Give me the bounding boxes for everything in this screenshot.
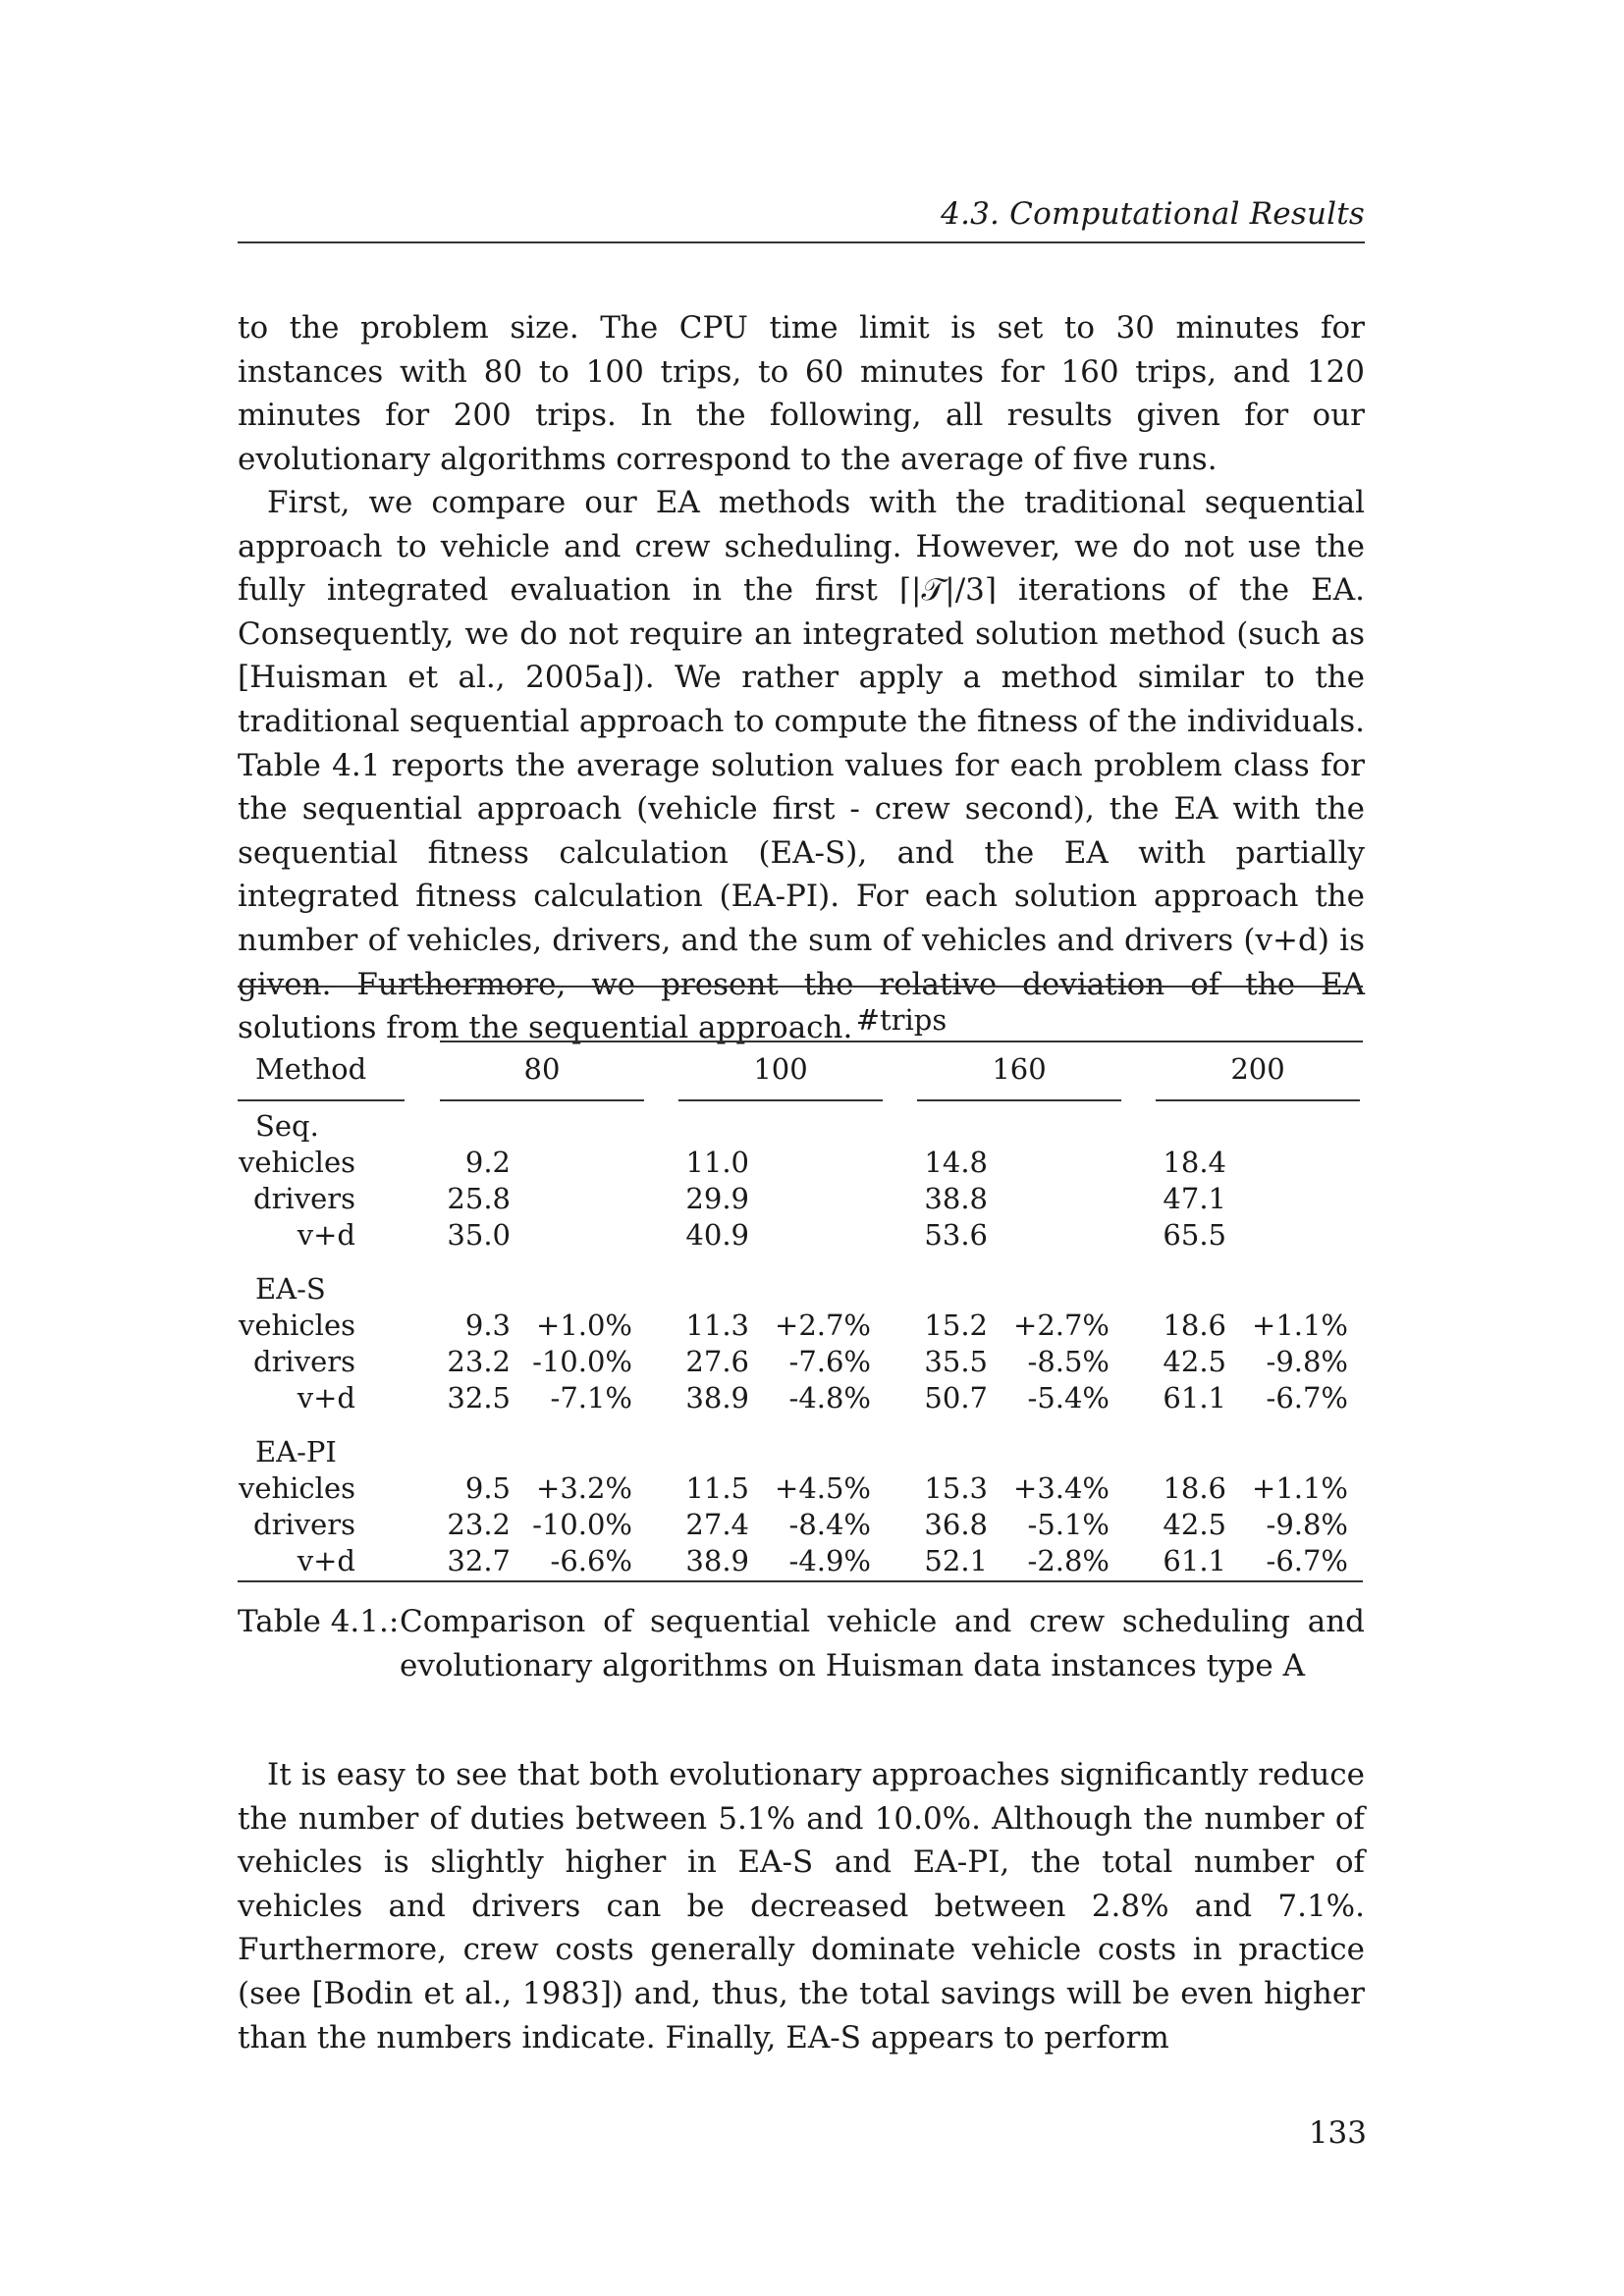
value-cell: 14.8 [924, 1146, 988, 1179]
deviation-cell: +3.4% [1013, 1471, 1110, 1505]
deviation-cell: -6.6% [550, 1544, 632, 1577]
row-label: vehicles [238, 1308, 355, 1342]
value-cell: 23.2 [447, 1345, 511, 1378]
deviation-cell: -8.4% [788, 1508, 871, 1541]
deviation-cell: +3.2% [536, 1471, 632, 1505]
deviation-cell: -5.1% [1027, 1508, 1110, 1541]
table-bottom-rule [238, 1580, 1363, 1582]
deviation-cell: +1.1% [1252, 1471, 1348, 1505]
column-header-160: 160 [992, 1052, 1047, 1086]
column-header-rule [678, 1099, 883, 1101]
group-label: EA-PI [255, 1435, 337, 1468]
row-label: vehicles [238, 1471, 355, 1505]
value-cell: 18.6 [1163, 1308, 1226, 1342]
value-cell: 65.5 [1163, 1218, 1226, 1252]
value-cell: 52.1 [924, 1544, 988, 1577]
method-header: Method [255, 1052, 367, 1086]
deviation-cell: -10.0% [532, 1345, 632, 1378]
value-cell: 38.9 [685, 1381, 749, 1415]
value-cell: 35.5 [924, 1345, 988, 1378]
deviation-cell: -6.7% [1266, 1381, 1348, 1415]
results-table [238, 986, 1363, 1582]
value-cell: 38.8 [924, 1182, 988, 1215]
value-cell: 53.6 [924, 1218, 988, 1252]
row-label: v+d [297, 1544, 355, 1577]
deviation-cell: -4.9% [788, 1544, 871, 1577]
group-label: EA-S [255, 1272, 326, 1306]
value-cell: 27.6 [685, 1345, 749, 1378]
value-cell: 23.2 [447, 1508, 511, 1541]
paragraph-3: It is easy to see that both evolutionary approaches significantly reduce the number of duties between 5.1% and 10.0%. Although the number of vehicles is slightly higher in EA-S and EA-PI, the total number of vehicles and drivers can be decreased between 2.8% and 7.1%. Furthermore, crew costs generally dominate vehicle costs in practice (see [Bodin et al., 1983]) and, thus, the total savings will be even higher than the numbers indicate. Finally, EA-S appears to perform [238, 1757, 1365, 2056]
value-cell: 9.3 [464, 1308, 511, 1342]
column-header-rule [1156, 1099, 1360, 1101]
value-cell: 38.9 [685, 1544, 749, 1577]
value-cell: 32.7 [447, 1544, 511, 1577]
value-cell: 25.8 [447, 1182, 511, 1215]
column-header-200: 200 [1230, 1052, 1285, 1086]
column-header-80: 80 [523, 1052, 561, 1086]
value-cell: 32.5 [447, 1381, 511, 1415]
deviation-cell: -6.7% [1266, 1544, 1348, 1577]
running-header [238, 192, 1365, 243]
row-label: vehicles [238, 1146, 355, 1179]
column-header-rule [917, 1099, 1121, 1101]
row-label: v+d [297, 1218, 355, 1252]
value-cell: 35.0 [447, 1218, 511, 1252]
group-label: Seq. [255, 1109, 319, 1143]
deviation-cell: +2.7% [775, 1308, 871, 1342]
table-top-rule [238, 986, 1363, 988]
row-label: drivers [253, 1508, 355, 1541]
row-label: drivers [253, 1345, 355, 1378]
value-cell: 27.4 [685, 1508, 749, 1541]
deviation-cell: -10.0% [532, 1508, 632, 1541]
value-cell: 40.9 [685, 1218, 749, 1252]
caption-label: Table 4.1.: [238, 1604, 400, 1639]
deviation-cell: -8.5% [1027, 1345, 1110, 1378]
deviation-cell: +4.5% [775, 1471, 871, 1505]
deviation-cell: -2.8% [1027, 1544, 1110, 1577]
value-cell: 9.5 [464, 1471, 511, 1505]
deviation-cell: +1.1% [1252, 1308, 1348, 1342]
value-cell: 15.2 [924, 1308, 988, 1342]
value-cell: 15.3 [924, 1471, 988, 1505]
value-cell: 47.1 [1163, 1182, 1226, 1215]
value-cell: 11.5 [685, 1471, 749, 1505]
trips-group-header: #trips [855, 1003, 947, 1037]
deviation-cell: +1.0% [536, 1308, 632, 1342]
value-cell: 11.0 [685, 1146, 749, 1179]
deviation-cell: -4.8% [788, 1381, 871, 1415]
row-label: drivers [253, 1182, 355, 1215]
running-title: 4.3. Computational Results [941, 196, 1365, 232]
column-header-100: 100 [753, 1052, 808, 1086]
deviation-cell: -7.6% [788, 1345, 871, 1378]
value-cell: 11.3 [685, 1308, 749, 1342]
value-cell: 61.1 [1163, 1544, 1226, 1577]
paragraph-1: to the problem size. The CPU time limit is set to 30 minutes for instances with 80 to 100 trips, to 60 minutes for 160 trips, and 120 minutes for 200 trips. In the following, all results given for our evolutionary algorithms correspond to the average of five runs. [238, 310, 1365, 477]
page-number: 133 [1308, 2115, 1367, 2151]
value-cell: 61.1 [1163, 1381, 1226, 1415]
value-cell: 36.8 [924, 1508, 988, 1541]
value-cell: 9.2 [464, 1146, 511, 1179]
value-cell: 50.7 [924, 1381, 988, 1415]
column-header-rule [440, 1099, 644, 1101]
deviation-cell: -5.4% [1027, 1381, 1110, 1415]
value-cell: 42.5 [1163, 1508, 1226, 1541]
value-cell: 18.6 [1163, 1471, 1226, 1505]
value-cell: 18.4 [1163, 1146, 1226, 1179]
paragraph-2: First, we compare our EA methods with the traditional sequential approach to vehicle and crew scheduling. However, we do not use the fully integrated evaluation in the first ⌈|𝒯|/3⌉ iterations of the EA. Consequently, we do not require an integrated solution method (such as [Huisman et al., 2005a]). We rather apply a method similar to the traditional sequential approach to compute the fitness of the individuals. Table 4.1 reports the average solution values for each problem class for the sequential approach (vehicle first - crew second), the EA with the sequential fitness calculation (EA-S), and the EA with partially integrated fitness calculation (EA-PI). For each solution approach the number of vehicles, drivers, and the sum of vehicles and drivers (v+d) is given. Furthermore, we present the relative deviation of the EA solutions from the sequential approach. [238, 485, 1365, 1046]
row-label: v+d [297, 1381, 355, 1415]
method-header-rule [238, 1099, 405, 1101]
deviation-cell: -9.8% [1266, 1508, 1348, 1541]
trips-header-rule [440, 1041, 1363, 1042]
value-cell: 42.5 [1163, 1345, 1226, 1378]
deviation-cell: -7.1% [550, 1381, 632, 1415]
deviation-cell: -9.8% [1266, 1345, 1348, 1378]
deviation-cell: +2.7% [1013, 1308, 1110, 1342]
value-cell: 29.9 [685, 1182, 749, 1215]
caption-text: Comparison of sequential vehicle and crew scheduling and evolutionary algorithms on Huisman data instances type A [400, 1604, 1365, 1683]
